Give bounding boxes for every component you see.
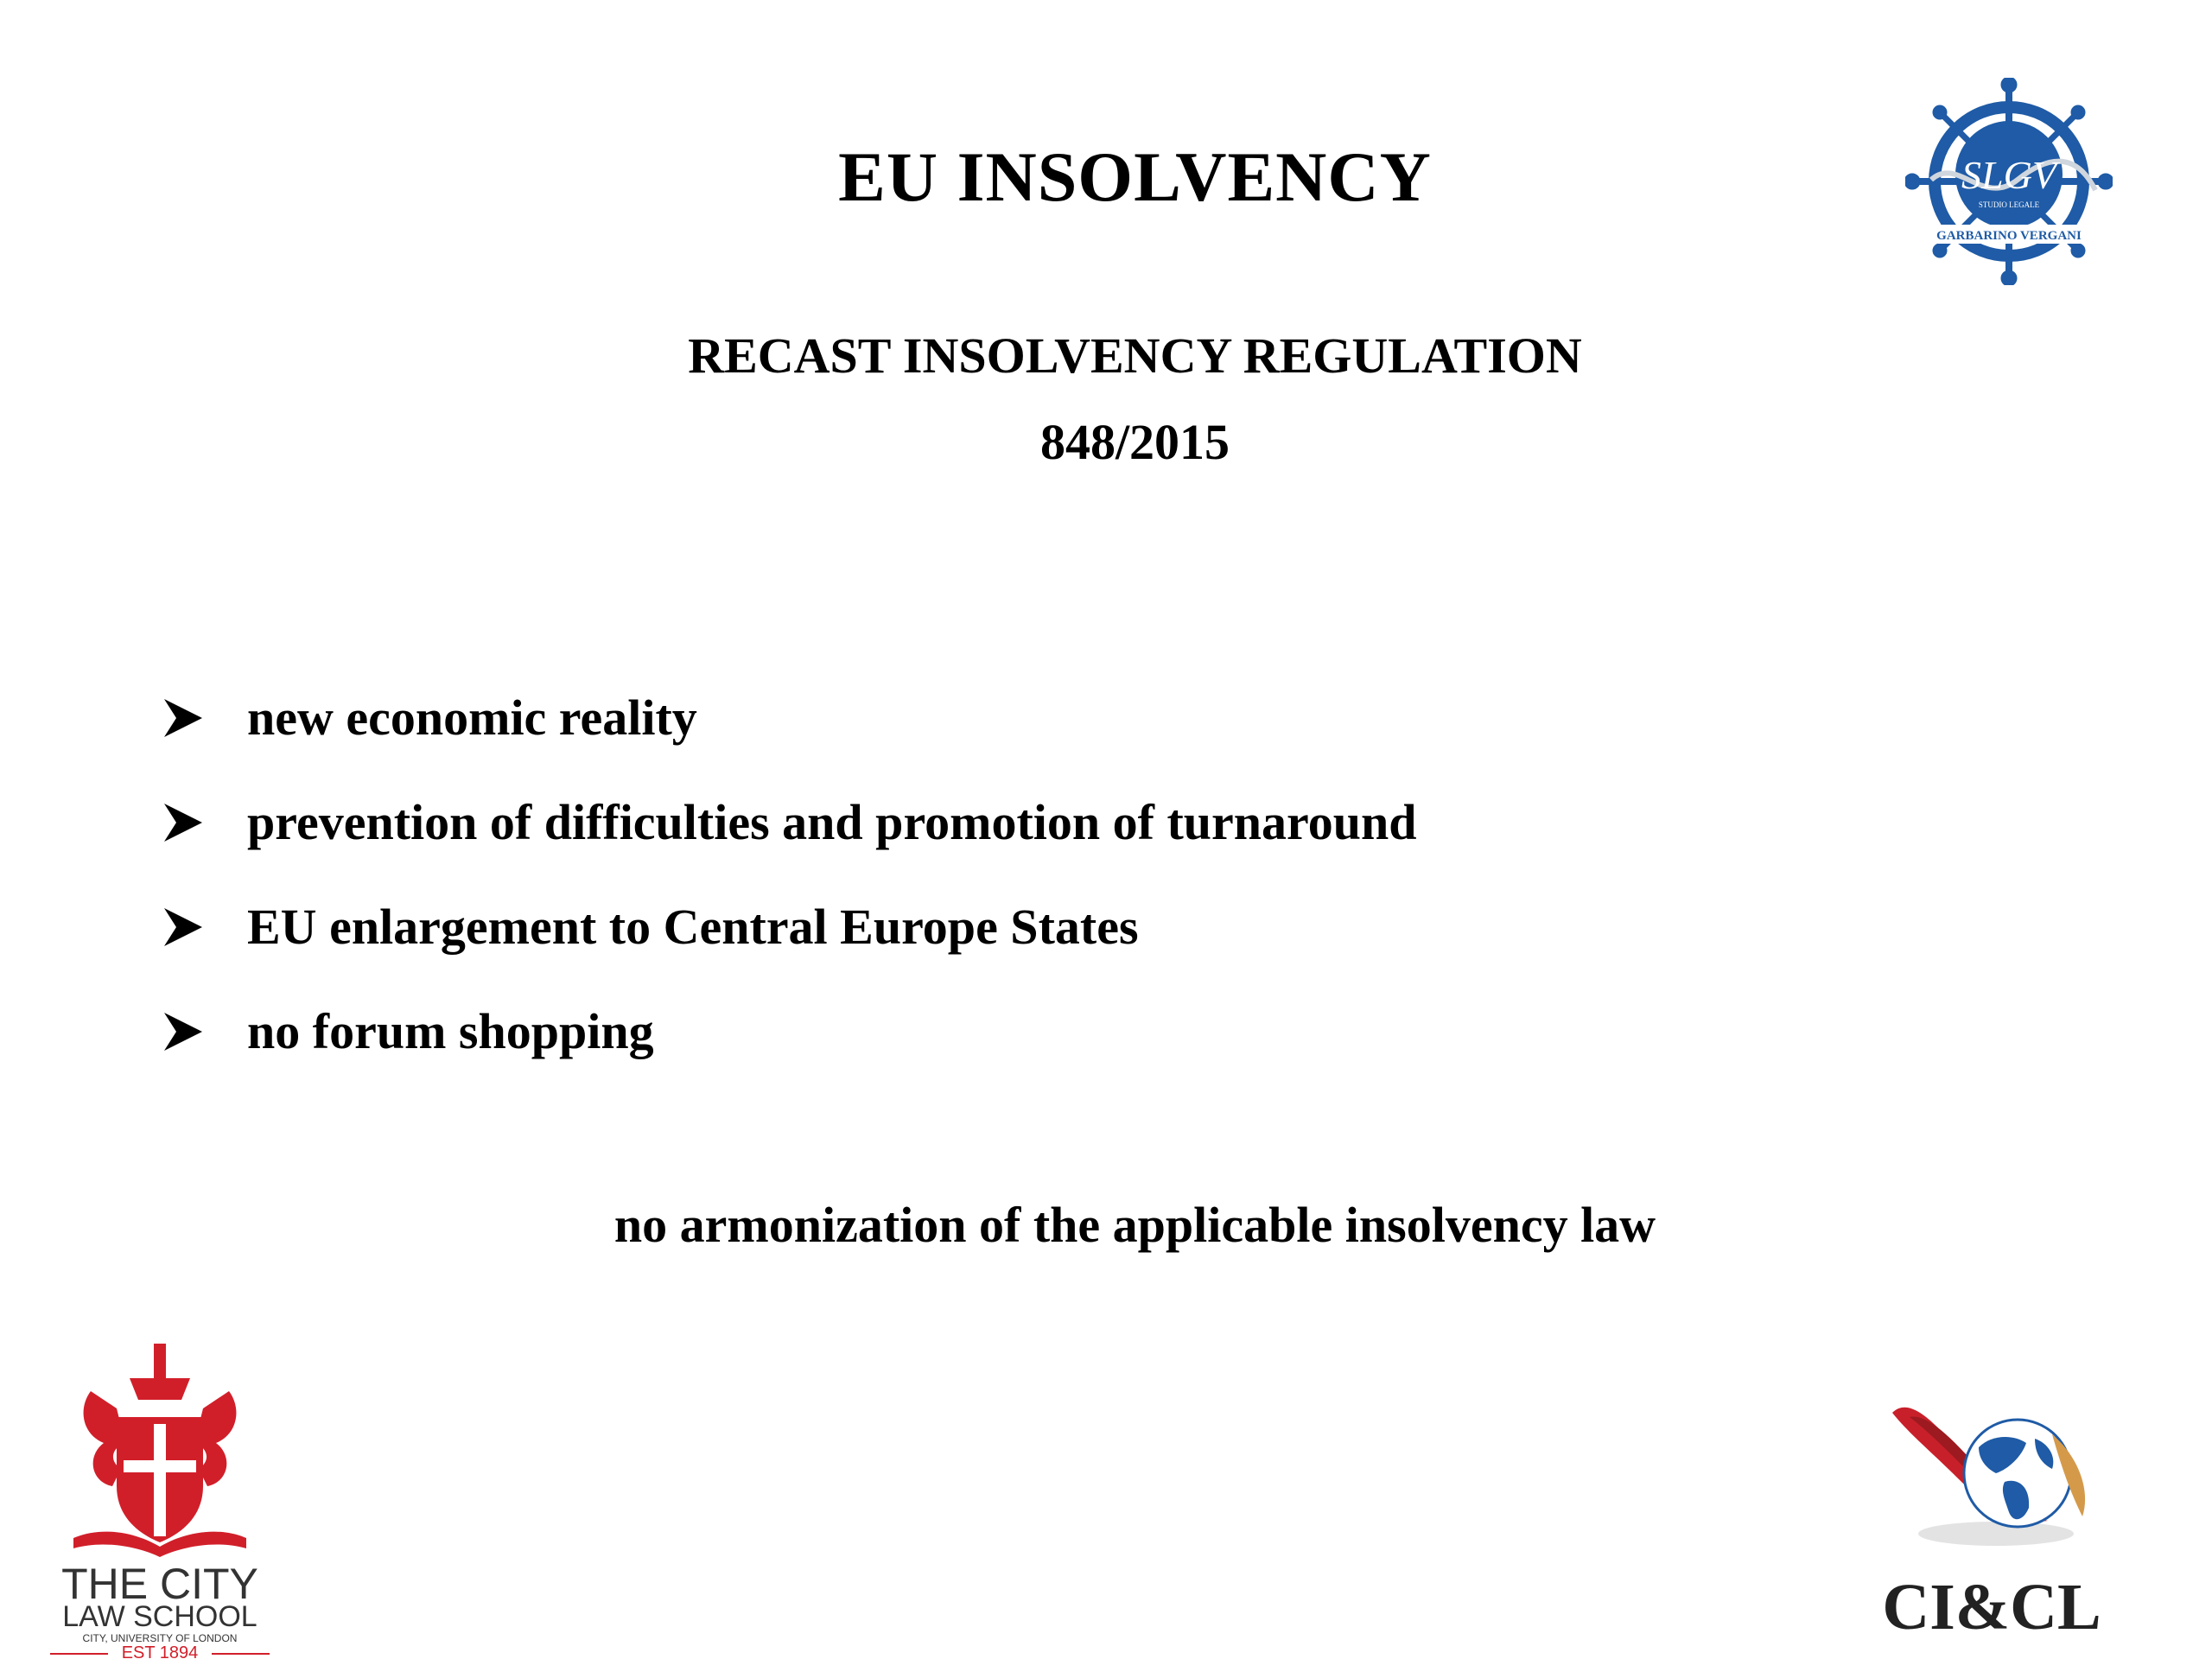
bullet-list <box>164 665 1416 1084</box>
list-item <box>164 770 1416 874</box>
city-law-school-logo <box>43 1339 276 1659</box>
subtitle-regulation: RECAST INSOLVENCY REGULATION <box>688 327 1582 384</box>
city-line4: EST 1894 <box>121 1643 199 1659</box>
list-item <box>164 874 1416 979</box>
slgv-initials: SLGV <box>1961 153 2056 197</box>
cicl-text: CI&CL <box>1882 1571 2101 1643</box>
list-item <box>164 979 1416 1084</box>
slgv-small-text: STUDIO LEGALE <box>1978 200 2040 209</box>
slgv-logo <box>1905 78 2113 285</box>
city-line3: CITY, UNIVERSITY OF LONDON <box>82 1632 238 1644</box>
subtitle-number: 848/2015 <box>1039 414 1230 470</box>
list-item <box>164 665 1416 770</box>
bullet-text: no forum shopping <box>247 1003 654 1059</box>
conclusion-text: no armonization of the applicable insolvency law <box>613 1197 1656 1253</box>
slgv-name: GARBARINO VERGANI <box>1936 229 2082 243</box>
bullet-text: prevention of difficulties and promotion of turnaround <box>247 794 1417 850</box>
bullet-text: new economic reality <box>247 690 697 746</box>
arrowhead-bullet-icon <box>164 1006 247 1058</box>
bullet-text: EU enlargement to Central Europe States <box>247 899 1139 955</box>
city-line1: THE CITY <box>61 1560 258 1608</box>
city-line2: LAW SCHOOL <box>62 1600 257 1633</box>
cicl-logo <box>1875 1387 2108 1646</box>
arrowhead-bullet-icon <box>164 797 247 849</box>
arrowhead-bullet-icon <box>164 692 247 744</box>
slide-title: EU INSOLVENCY <box>838 137 1432 216</box>
arrowhead-bullet-icon <box>164 901 247 953</box>
